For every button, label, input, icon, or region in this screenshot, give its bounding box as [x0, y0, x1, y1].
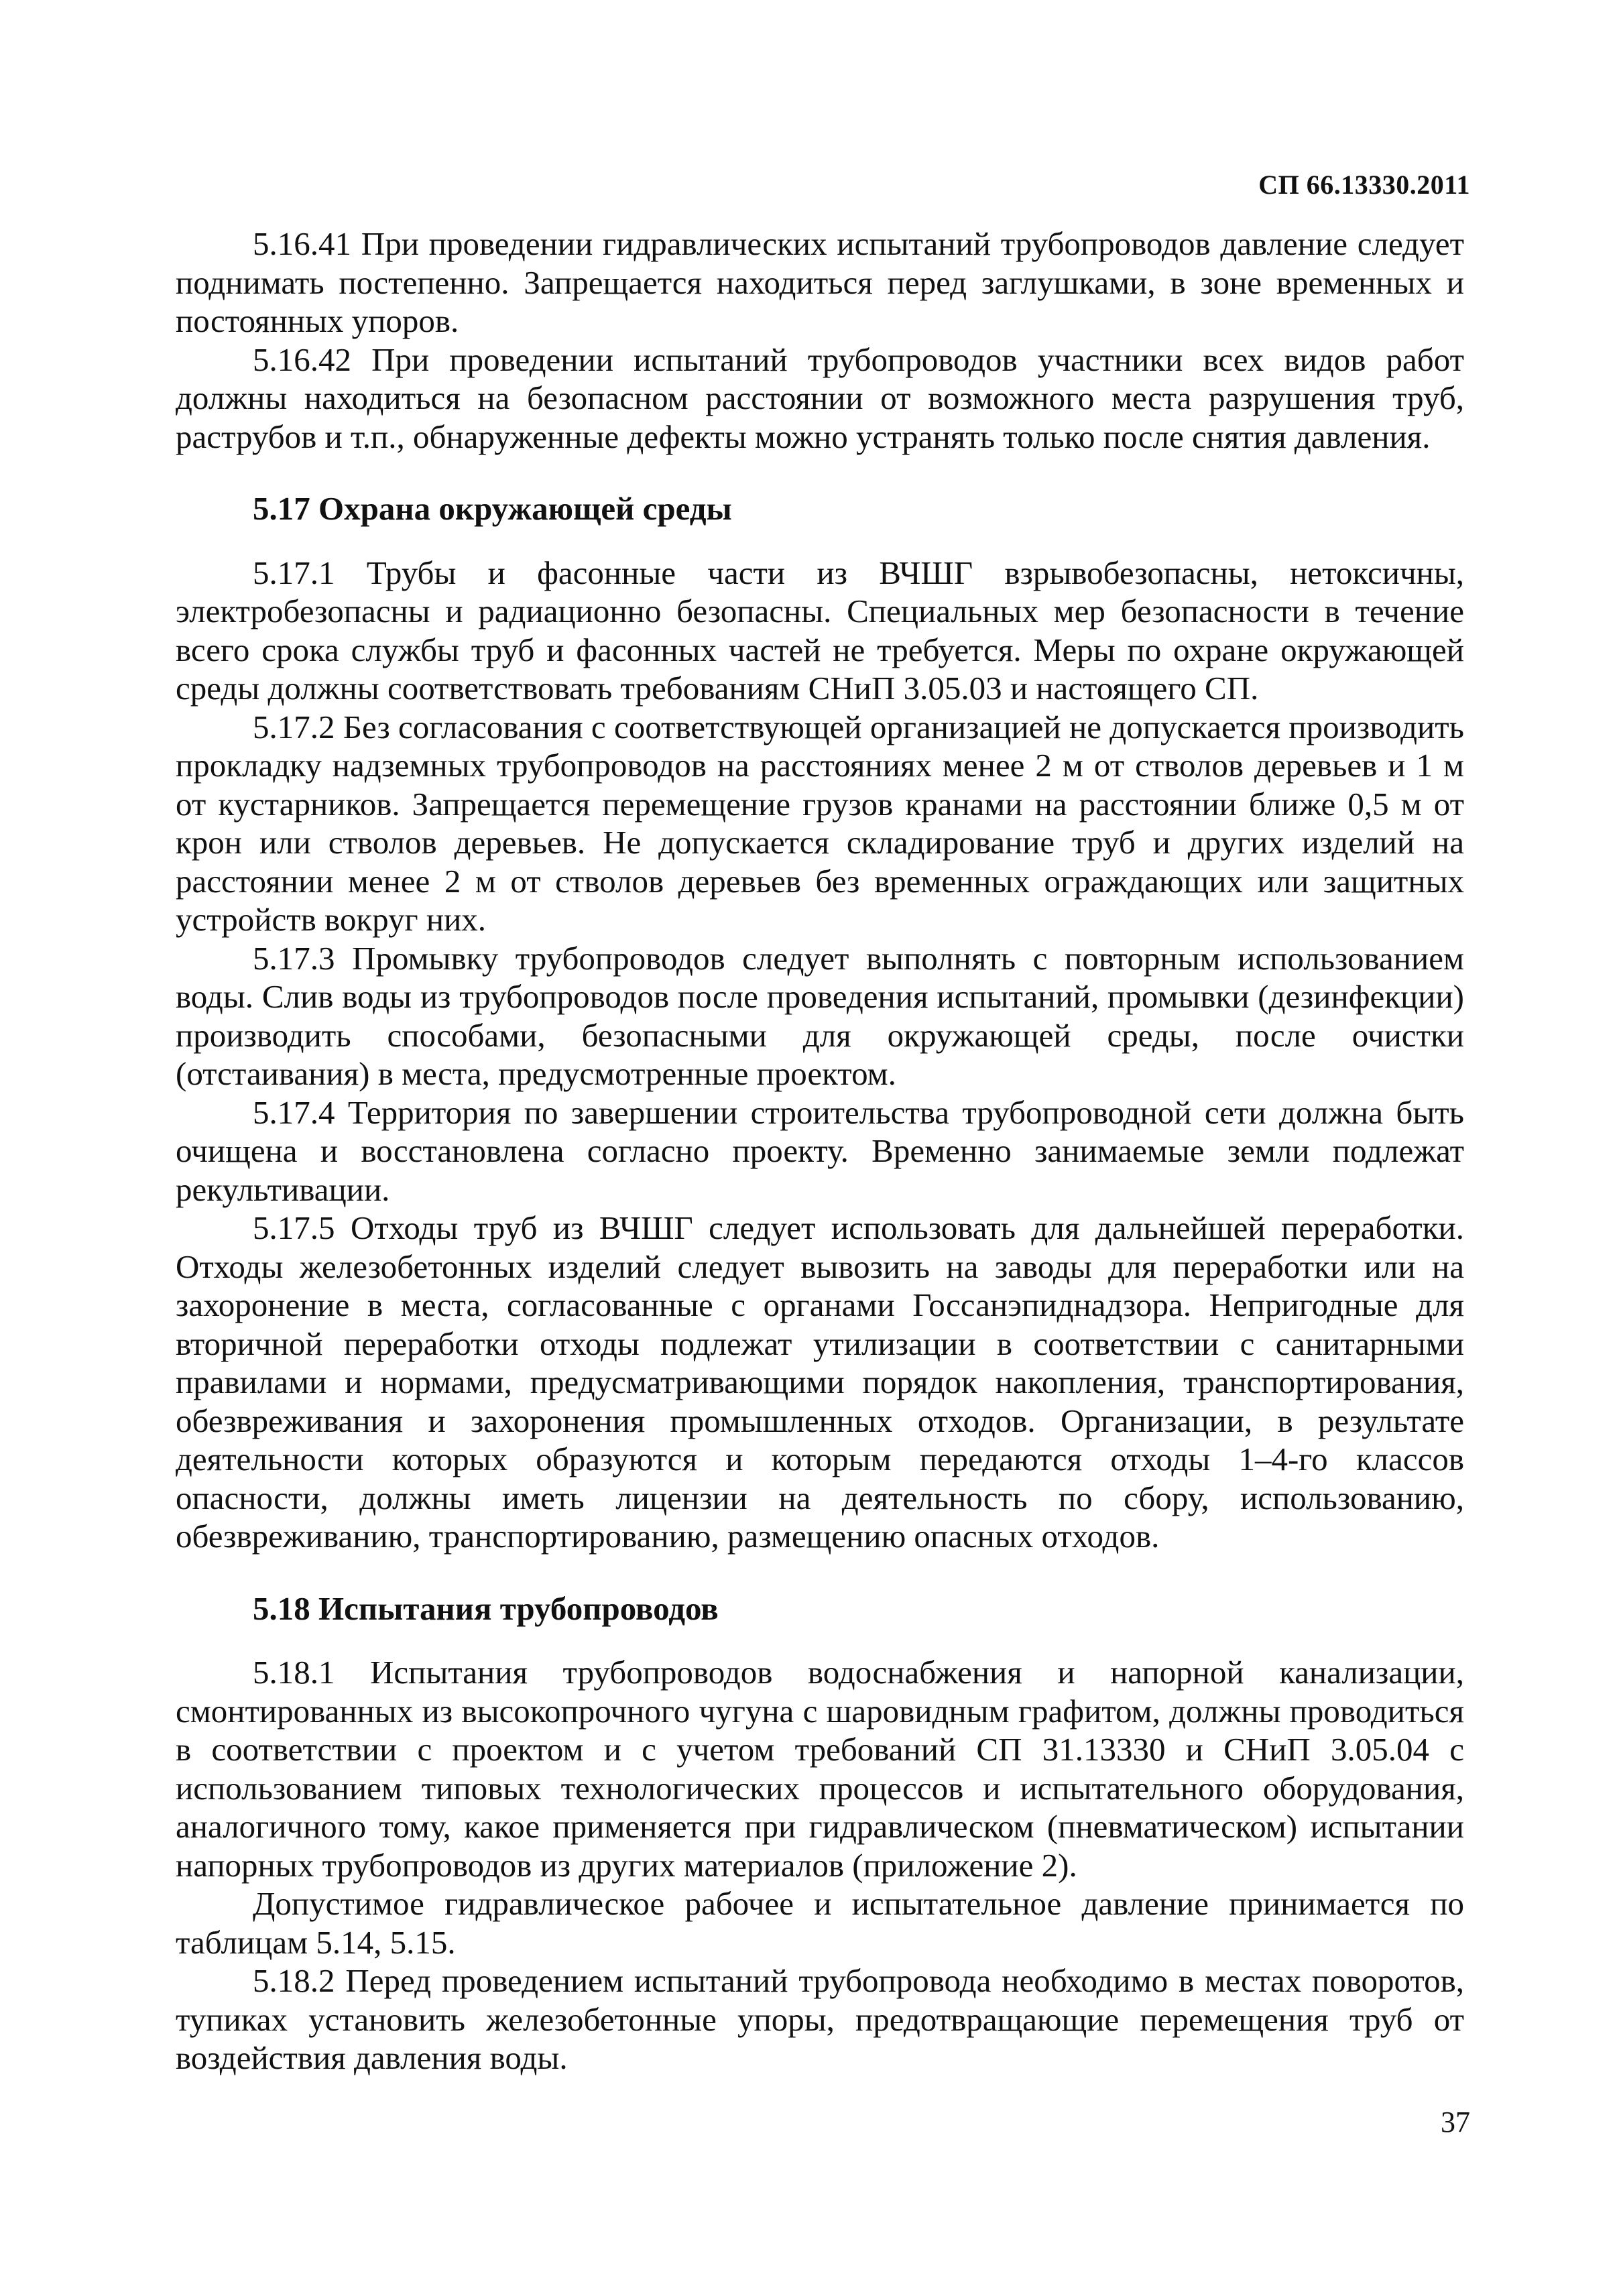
paragraph-5-17-2: 5.17.2 Без согласования с соответствующей организацией не допускается производить прокладку надземных трубопроводов на расстояниях менее 2 м от стволов деревьев и 1 м от кустарников. Запрещается перемещение грузов кранами на расстоянии ближе 0,5 м от крон или стволов деревьев. Не допускается складирование труб и других изделий на расстоянии менее 2 м от стволов деревьев без временных ограждающих или защитных устройств вокруг них. [176, 708, 1464, 938]
paragraph-5-17-5: 5.17.5 Отходы труб из ВЧШГ следует использовать для дальнейшей переработки. Отходы железобетонных изделий следует вывозить на заводы для переработки или на захоронение в места, согласованные с органами Госсанэпиднадзора. Непригодные для вторичной переработки отходы подлежат утилизации в соответствии с санитарными правилами и нормами, предусматривающими порядок накопления, транспортирования, обезвреживания и захоронения промышленных отходов. Организации, в результате деятельности которых образуются и которым передаются отходы 1–4-го классов опасности, должны иметь лицензии на деятельность по сбору, использованию, обезвреживанию, транспортированию, размещению опасных отходов. [176, 1209, 1464, 1555]
page-number: 37 [1441, 2106, 1470, 2138]
paragraph-5-16-41: 5.16.41 При проведении гидравлических испытаний трубопроводов давление следует поднимать постепенно. Запрещается находиться перед заглушками, в зоне временных и постоянных упоров. [176, 225, 1464, 339]
document-body [176, 225, 1464, 2077]
paragraph-5-17-3: 5.17.3 Промывку трубопроводов следует выполнять с повторным использованием воды. Слив воды из трубопроводов после проведения испытаний, промывки (дезинфекции) производить способами, безопасными для окружающей среды, после очистки (отстаивания) в места, предусмотренные проектом. [176, 939, 1464, 1092]
paragraph-5-16-42: 5.16.42 При проведении испытаний трубопроводов участники всех видов работ должны находиться на безопасном расстоянии от возможного места разрушения труб, раструбов и т.п., обнаруженные дефекты можно устранять только после снятия давления. [176, 341, 1464, 455]
section-heading-5-17: 5.17 Охрана окружающей среды [253, 490, 732, 527]
paragraph-5-18-1-pressure: Допустимое гидравлическое рабочее и испытательное давление принимается по таблицам 5.14, 5.15. [176, 1885, 1464, 1961]
paragraph-5-18-2: 5.18.2 Перед проведением испытаний трубопровода необходимо в местах поворотов, тупиках установить железобетонные упоры, предотвращающие перемещения труб от воздействия давления воды. [176, 1962, 1464, 2076]
paragraph-5-17-1: 5.17.1 Трубы и фасонные части из ВЧШГ взрывобезопасны, нетоксичны, электробезопасны и радиационно безопасны. Специальных мер безопасности в течение всего срока службы труб и фасонных частей не требуется. Меры по охране окружающей среды должны соответствовать требованиям СНиП 3.05.03 и настоящего СП. [176, 554, 1464, 707]
paragraph-5-17-4: 5.17.4 Территория по завершении строительства трубопроводной сети должна быть очищена и восстановлена согласно проекту. Временно занимаемые земли подлежат рекультивации. [176, 1093, 1464, 1208]
paragraph-5-18-1: 5.18.1 Испытания трубопроводов водоснабжения и напорной канализации, смонтированных из высокопрочного чугуна с шаровидным графитом, должны проводиться в соответствии с проектом и с учетом требований СП 31.13330 и СНиП 3.05.04 с использованием типовых технологических процессов и испытательного оборудования, аналогичного тому, какое применяется при гидравлическом (пневматическом) испытании напорных трубопроводов из других материалов (приложение 2). [176, 1654, 1464, 1884]
document-code: СП 66.13330.2011 [1258, 170, 1470, 200]
section-heading-5-18: 5.18 Испытания трубопроводов [253, 1589, 719, 1627]
